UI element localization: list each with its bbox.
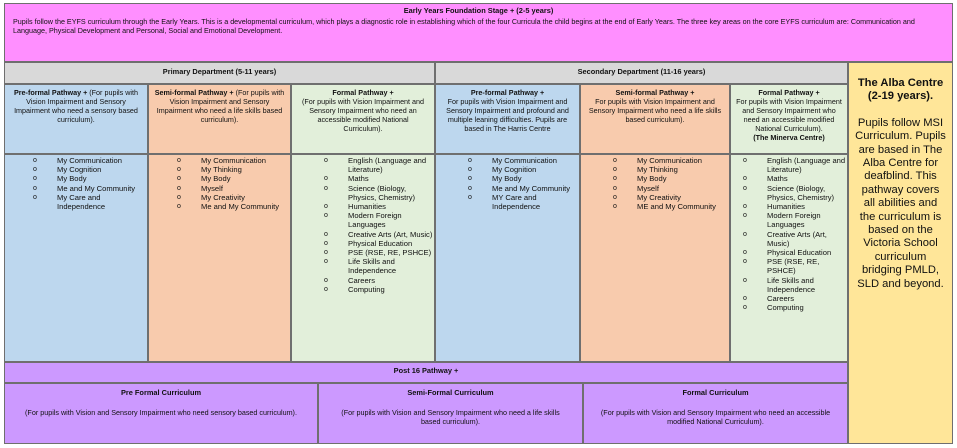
- list-item: o My Communication: [177, 156, 266, 165]
- primary-formal-header: [291, 84, 435, 154]
- list-item: o Careers: [743, 294, 795, 304]
- bullet-circle-icon: o: [324, 157, 328, 164]
- bullet-circle-icon: o: [743, 157, 747, 164]
- list-item: o Me and My Community: [33, 183, 136, 193]
- post16-formal: [583, 383, 848, 444]
- secondary-semiformal-header: [580, 84, 730, 154]
- post16-column-title: Formal Curriculum: [682, 388, 749, 397]
- list-item: o My Body: [613, 174, 667, 184]
- primary-semiformal-list: [148, 154, 291, 362]
- bullet-circle-icon: o: [743, 212, 747, 220]
- bullet-circle-icon: o: [324, 175, 328, 183]
- bullet-circle-icon: o: [177, 166, 181, 174]
- list-item: o My Body: [177, 174, 231, 184]
- list-item: o English (Language and Literature): [743, 156, 846, 175]
- bullet-circle-icon: o: [468, 175, 472, 183]
- bullet-circle-icon: o: [177, 184, 181, 192]
- bullet-circle-icon: o: [613, 157, 617, 164]
- list-item: o Computing: [743, 303, 804, 313]
- bullet-circle-icon: o: [613, 184, 617, 192]
- bullet-circle-icon: o: [743, 184, 747, 192]
- pathway-title: Formal Pathway +: [758, 88, 820, 97]
- bullet-circle-icon: o: [33, 157, 37, 164]
- post16-header: [4, 362, 848, 383]
- list-item: o Computing: [324, 284, 385, 294]
- bullet-circle-icon: o: [324, 212, 328, 220]
- list-item: o Modern Foreign Languages: [324, 211, 402, 230]
- bullet-circle-icon: o: [324, 285, 328, 293]
- bullet-circle-icon: o: [324, 249, 328, 257]
- pathway-description: For pupils with Vision Impairment and Sensory Impairment and profound and multiple leaning difficulties. Pupils are based in The Harris Centre: [446, 97, 569, 133]
- bullet-circle-icon: o: [468, 166, 472, 174]
- bullet-circle-icon: o: [743, 203, 747, 211]
- pathway-title: Semi-formal Pathway +: [615, 88, 695, 97]
- bullet-circle-icon: o: [33, 184, 37, 192]
- list-item: o ME and My Community: [613, 202, 716, 212]
- bullet-circle-icon: o: [324, 258, 328, 266]
- bullet-circle-icon: o: [324, 276, 328, 284]
- post16-column-title: Semi-Formal Curriculum: [407, 388, 494, 397]
- bullet-circle-icon: o: [743, 249, 747, 257]
- pathway-description: For pupils with Vision Impairment and Sensory Impairment who need an accessible modified National Curriculum).: [736, 97, 842, 133]
- list-item: o My Communication: [613, 156, 702, 165]
- list-item: o My Creativity: [177, 192, 245, 202]
- bullet-circle-icon: o: [468, 157, 472, 164]
- list-item: o Humanities: [324, 202, 386, 212]
- pathway-description: (For pupils with Vision Impairment and Sensory Impairment who need a life skills based curriculum).: [156, 88, 285, 124]
- bullet-circle-icon: o: [613, 203, 617, 211]
- list-item: o Maths: [743, 174, 788, 184]
- bullet-circle-icon: o: [177, 193, 181, 201]
- bullet-circle-icon: o: [743, 304, 747, 312]
- list-item: o Physical Education: [743, 248, 832, 258]
- post16-column-description: (For pupils with Vision and Sensory Impairment who need an accessible modified National Curriculum).: [600, 408, 831, 426]
- list-item: o Physical Education: [324, 238, 413, 248]
- bullet-circle-icon: o: [468, 184, 472, 192]
- pathway-description: For pupils with Vision Impairment and Sensory Impairment who need a life skills based curriculum).: [588, 97, 722, 124]
- primary-department-header: [4, 62, 435, 84]
- bullet-circle-icon: o: [743, 295, 747, 303]
- bullet-circle-icon: o: [468, 193, 472, 201]
- eyfs-section: [4, 3, 953, 62]
- list-item: o Science (Biology, Physics, Chemistry): [743, 183, 835, 202]
- list-item: o Life Skills and Independence: [324, 257, 397, 276]
- primary-formal-list: [291, 154, 435, 362]
- bullet-circle-icon: o: [613, 193, 617, 201]
- list-item: o Careers: [324, 275, 376, 285]
- alba-centre-description: Pupils follow MSI Curriculum. Pupils are based in The Alba Centre for deafblind. This pathway covers all abilities and the curriculum is based on the Victoria School curriculum bridging PMLD, SLD and beyond.: [855, 116, 946, 290]
- list-item: o PSE (RSE, RE, PSHCE): [743, 257, 820, 276]
- list-item: o Humanities: [743, 202, 805, 212]
- pathway-title: Pre-formal Pathway +: [470, 88, 545, 97]
- primary-preformal-list: [4, 154, 148, 362]
- list-item: o My Thinking: [613, 165, 678, 175]
- list-item: o Maths: [324, 174, 369, 184]
- primary-department-title: Primary Department (5-11 years): [162, 67, 277, 76]
- eyfs-title: Early Years Foundation Stage + (2-5 years): [403, 6, 554, 15]
- bullet-circle-icon: o: [324, 203, 328, 211]
- list-item: o My Body: [33, 174, 87, 184]
- post16-column-description: (For pupils with Vision and Sensory Impairment who need a life skills based curriculum).: [341, 408, 560, 426]
- pathway-note: (The Minerva Centre): [753, 133, 825, 142]
- list-item: o My Care and Independence: [33, 192, 106, 212]
- secondary-formal-header: [730, 84, 848, 154]
- list-item: o My Communication: [468, 156, 557, 165]
- pathway-description: (For pupils with Vision Impairment and Sensory Impairment who need an accessible modified National Curriculum).: [301, 97, 425, 133]
- secondary-department-header: [435, 62, 848, 84]
- list-item: o Me and My Community: [468, 183, 571, 193]
- post16-title: Post 16 Pathway +: [393, 366, 459, 375]
- list-item: o Creative Arts (Art, Music): [743, 229, 827, 248]
- bullet-circle-icon: o: [324, 230, 328, 238]
- list-item: o My Cognition: [468, 165, 537, 175]
- bullet-circle-icon: o: [324, 184, 328, 192]
- list-item: o Creative Arts (Art, Music): [324, 229, 433, 239]
- bullet-circle-icon: o: [33, 193, 37, 201]
- list-item: o MY Care and Independence: [468, 192, 541, 212]
- list-item: o Me and My Community: [177, 202, 280, 212]
- post16-column-title: Pre Formal Curriculum: [120, 388, 202, 397]
- list-item: o Science (Biology, Physics, Chemistry): [324, 183, 416, 202]
- bullet-circle-icon: o: [33, 175, 37, 183]
- list-item: o Myself: [613, 183, 659, 193]
- bullet-circle-icon: o: [613, 175, 617, 183]
- list-item: o Myself: [177, 183, 223, 193]
- primary-preformal-header: [4, 84, 148, 154]
- list-item: o Life Skills and Independence: [743, 275, 816, 294]
- secondary-semiformal-list: [580, 154, 730, 362]
- list-item: o My Creativity: [613, 192, 681, 202]
- list-item: o PSE (RSE, RE, PSHCE): [324, 248, 432, 258]
- bullet-circle-icon: o: [177, 203, 181, 211]
- list-item: o My Communication: [33, 156, 122, 165]
- list-item: o My Thinking: [177, 165, 242, 175]
- eyfs-description: Pupils follow the EYFS curriculum through the Early Years. This is a developmental curriculum, which plays a diagnostic role in establishing which of the four Curricula the child begins at the end of Early Years. The three key areas on the core EYFS curriculum are: Communication and Language, Physical Development and Personal, Social and Emotional Development.: [13, 17, 915, 35]
- pathway-title: Pre-formal Pathway +: [13, 88, 88, 97]
- bullet-circle-icon: o: [743, 258, 747, 266]
- bullet-circle-icon: o: [324, 239, 328, 247]
- pathway-title: Formal Pathway +: [332, 88, 394, 97]
- list-item: o Modern Foreign Languages: [743, 211, 821, 230]
- list-item: o My Body: [468, 174, 522, 184]
- secondary-formal-list: [730, 154, 848, 362]
- bullet-circle-icon: o: [743, 276, 747, 284]
- bullet-circle-icon: o: [33, 166, 37, 174]
- pathway-description: (For pupils with Vision Impairment and Sensory Impairment who need a sensory based curriculum).: [14, 88, 139, 124]
- secondary-department-title: Secondary Department (11-16 years): [577, 67, 706, 76]
- post16-preformal: [4, 383, 318, 444]
- post16-semiformal: [318, 383, 583, 444]
- pathway-title: Semi-formal Pathway +: [154, 88, 234, 97]
- bullet-circle-icon: o: [743, 230, 747, 238]
- bullet-circle-icon: o: [177, 175, 181, 183]
- list-item: o My Cognition: [33, 165, 102, 175]
- secondary-preformal-list: [435, 154, 580, 362]
- bullet-circle-icon: o: [177, 157, 181, 164]
- secondary-preformal-header: [435, 84, 580, 154]
- list-item: o English (Language and Literature): [324, 156, 427, 175]
- alba-centre-panel: [848, 62, 953, 444]
- bullet-circle-icon: o: [613, 166, 617, 174]
- primary-semiformal-header: [148, 84, 291, 154]
- bullet-circle-icon: o: [743, 175, 747, 183]
- post16-column-description: (For pupils with Vision and Sensory Impairment who need sensory based curriculum).: [25, 408, 297, 417]
- alba-centre-title: The Alba Centre (2-19 years).: [857, 77, 944, 103]
